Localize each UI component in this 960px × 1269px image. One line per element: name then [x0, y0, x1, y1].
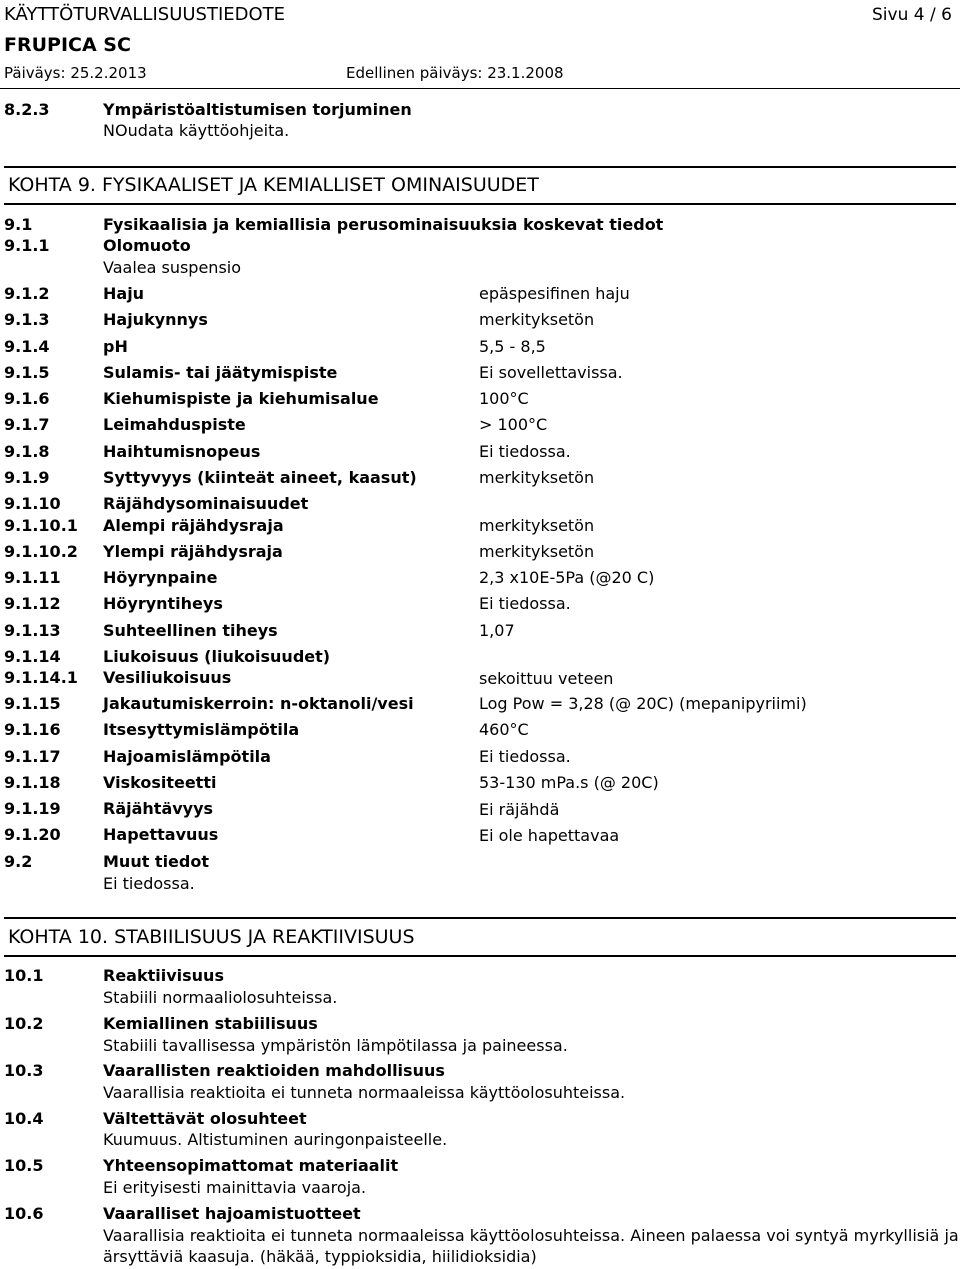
property-label: Vesiliukoisuus — [103, 668, 232, 687]
property-label: Hajoamislämpötila — [103, 747, 271, 766]
property-label: Hapettavuus — [103, 825, 219, 844]
property-number: 9.1.11 — [4, 568, 61, 587]
property-label: Leimahduspiste — [103, 415, 246, 434]
property-number: 9.1.20 — [4, 825, 61, 844]
property-value: 2,3 x10E-5Pa (@20 C) — [479, 568, 655, 587]
document-title: KÄYTTÖTURVALLISUUSTIEDOTE — [4, 4, 286, 25]
property-number: 9.1.18 — [4, 773, 61, 792]
page-number: Sivu 4 / 6 — [872, 5, 952, 25]
property-label: Höyryntiheys — [103, 594, 223, 613]
revision-date: Päiväys: 25.2.2013 — [4, 64, 147, 82]
property-number: 9.1.7 — [4, 415, 50, 434]
section-number: 8.2.3 — [4, 100, 50, 119]
section-number: 10.3 — [4, 1061, 44, 1080]
property-number: 9.1.10.1 — [4, 516, 78, 535]
property-number: 9.1.15 — [4, 694, 61, 713]
property-value: 53-130 mPa.s (@ 20C) — [479, 773, 659, 792]
property-value: 5,5 - 8,5 — [479, 337, 546, 356]
property-label: Räjähdysominaisuudet — [103, 494, 309, 513]
property-number: 9.1.4 — [4, 337, 50, 356]
property-label: Syttyvyys (kiinteät aineet, kaasut) — [103, 468, 417, 487]
property-value: Ei tiedossa. — [479, 594, 571, 613]
section-number: 9.2 — [4, 852, 33, 871]
property-label: Haju — [103, 284, 145, 303]
section-title: Vaarallisten reaktioiden mahdollisuus — [103, 1061, 445, 1080]
section-text: Kuumuus. Altistuminen auringonpaisteelle. — [103, 1130, 448, 1149]
section-10-top-rule — [4, 917, 956, 919]
property-value: Ei tiedossa. — [479, 747, 571, 766]
property-value: Log Pow = 3,28 (@ 20C) (mepanipyriimi) — [479, 694, 807, 713]
property-label: Alempi räjähdysraja — [103, 516, 284, 535]
section-title: Yhteensopimattomat materiaalit — [103, 1156, 399, 1175]
property-label: Hajukynnys — [103, 310, 208, 329]
property-value: 460°C — [479, 720, 529, 739]
section-9-top-rule — [4, 166, 956, 168]
section-text-continued: ärsyttäviä kaasuja. (häkää, typpioksidia, hiilidioksidia) — [103, 1247, 537, 1266]
section-text: Vaarallisia reaktioita ei tunneta normaaleissa käyttöolosuhteissa. Aineen palaessa voi syntyä myrkyllisiä ja — [103, 1226, 959, 1245]
property-value: Ei ole hapettavaa — [479, 826, 620, 845]
property-value: sekoittuu veteen — [479, 669, 614, 688]
property-number: 9.1.10 — [4, 494, 61, 513]
property-value: merkityksetön — [479, 516, 595, 535]
section-text: Vaalea suspensio — [103, 258, 242, 277]
property-label: Itsesyttymislämpötila — [103, 720, 300, 739]
section-9-bottom-rule — [4, 203, 956, 205]
header-divider — [0, 88, 960, 89]
section-number: 10.4 — [4, 1109, 44, 1128]
property-value: epäspesifinen haju — [479, 284, 630, 303]
section-text: Stabiili normaaliolosuhteissa. — [103, 988, 338, 1007]
section-text: Ei erityisesti mainittavia vaaroja. — [103, 1178, 367, 1197]
property-number: 9.1.13 — [4, 621, 61, 640]
property-label: Viskositeetti — [103, 773, 217, 792]
property-value: Ei sovellettavissa. — [479, 363, 623, 382]
property-value: > 100°C — [479, 415, 548, 434]
section-title: Vaaralliset hajoamistuotteet — [103, 1204, 361, 1223]
property-value: merkityksetön — [479, 310, 595, 329]
property-label: Kiehumispiste ja kiehumisalue — [103, 389, 379, 408]
property-value: merkityksetön — [479, 542, 595, 561]
section-title: Olomuoto — [103, 236, 191, 255]
section-title: Ympäristöaltistumisen torjuminen — [103, 100, 412, 119]
section-text: Ei tiedossa. — [103, 874, 195, 893]
property-label: Sulamis- tai jäätymispiste — [103, 363, 338, 382]
section-title: Reaktiivisuus — [103, 966, 224, 985]
property-label: Haihtumisnopeus — [103, 442, 261, 461]
section-title: Fysikaalisia ja kemiallisia perusominaisuuksia koskevat tiedot — [103, 215, 664, 234]
section-number: 9.1 — [4, 215, 33, 234]
section-number: 10.5 — [4, 1156, 44, 1175]
section-number: 10.1 — [4, 966, 44, 985]
property-label: Höyrynpaine — [103, 568, 218, 587]
property-value: 100°C — [479, 389, 529, 408]
property-number: 9.1.6 — [4, 389, 50, 408]
property-value: Ei tiedossa. — [479, 442, 571, 461]
section-title: Kemiallinen stabiilisuus — [103, 1014, 318, 1033]
property-number: 9.1.3 — [4, 310, 50, 329]
section-number: 10.2 — [4, 1014, 44, 1033]
property-number: 9.1.16 — [4, 720, 61, 739]
property-number: 9.1.2 — [4, 284, 50, 303]
property-label: Räjähtävyys — [103, 799, 214, 818]
property-label: Jakautumiskerroin: n-oktanoli/vesi — [103, 694, 414, 713]
section-text: Stabiili tavallisessa ympäristön lämpötilassa ja paineessa. — [103, 1036, 568, 1055]
property-label: Suhteellinen tiheys — [103, 621, 278, 640]
property-number: 9.1.14.1 — [4, 668, 78, 687]
property-number: 9.1.14 — [4, 647, 61, 666]
property-value: Ei räjähdä — [479, 800, 560, 819]
property-value: 1,07 — [479, 621, 515, 640]
section-title: Vältettävät olosuhteet — [103, 1109, 307, 1128]
property-label: Ylempi räjähdysraja — [103, 542, 283, 561]
property-number: 9.1.17 — [4, 747, 61, 766]
property-number: 9.1.12 — [4, 594, 61, 613]
property-number: 9.1.8 — [4, 442, 50, 461]
property-label: Liukoisuus (liukoisuudet) — [103, 647, 331, 666]
product-name: FRUPICA SC — [4, 34, 131, 56]
section-title: Muut tiedot — [103, 852, 209, 871]
property-label: pH — [103, 337, 128, 356]
section-text: Vaarallisia reaktioita ei tunneta normaaleissa käyttöolosuhteissa. — [103, 1083, 626, 1102]
property-number: 9.1.5 — [4, 363, 50, 382]
previous-revision-date: Edellinen päiväys: 23.1.2008 — [346, 64, 564, 82]
section-10-heading: KOHTA 10. STABIILISUUS JA REAKTIIVISUUS — [8, 926, 415, 948]
section-number: 10.6 — [4, 1204, 44, 1223]
section-9-heading: KOHTA 9. FYSIKAALISET JA KEMIALLISET OMINAISUUDET — [8, 174, 539, 196]
property-value: merkityksetön — [479, 468, 595, 487]
section-number: 9.1.1 — [4, 236, 50, 255]
section-10-bottom-rule — [4, 955, 956, 957]
section-text: NOudata käyttöohjeita. — [103, 121, 290, 140]
property-number: 9.1.19 — [4, 799, 61, 818]
property-number: 9.1.10.2 — [4, 542, 78, 561]
property-number: 9.1.9 — [4, 468, 50, 487]
